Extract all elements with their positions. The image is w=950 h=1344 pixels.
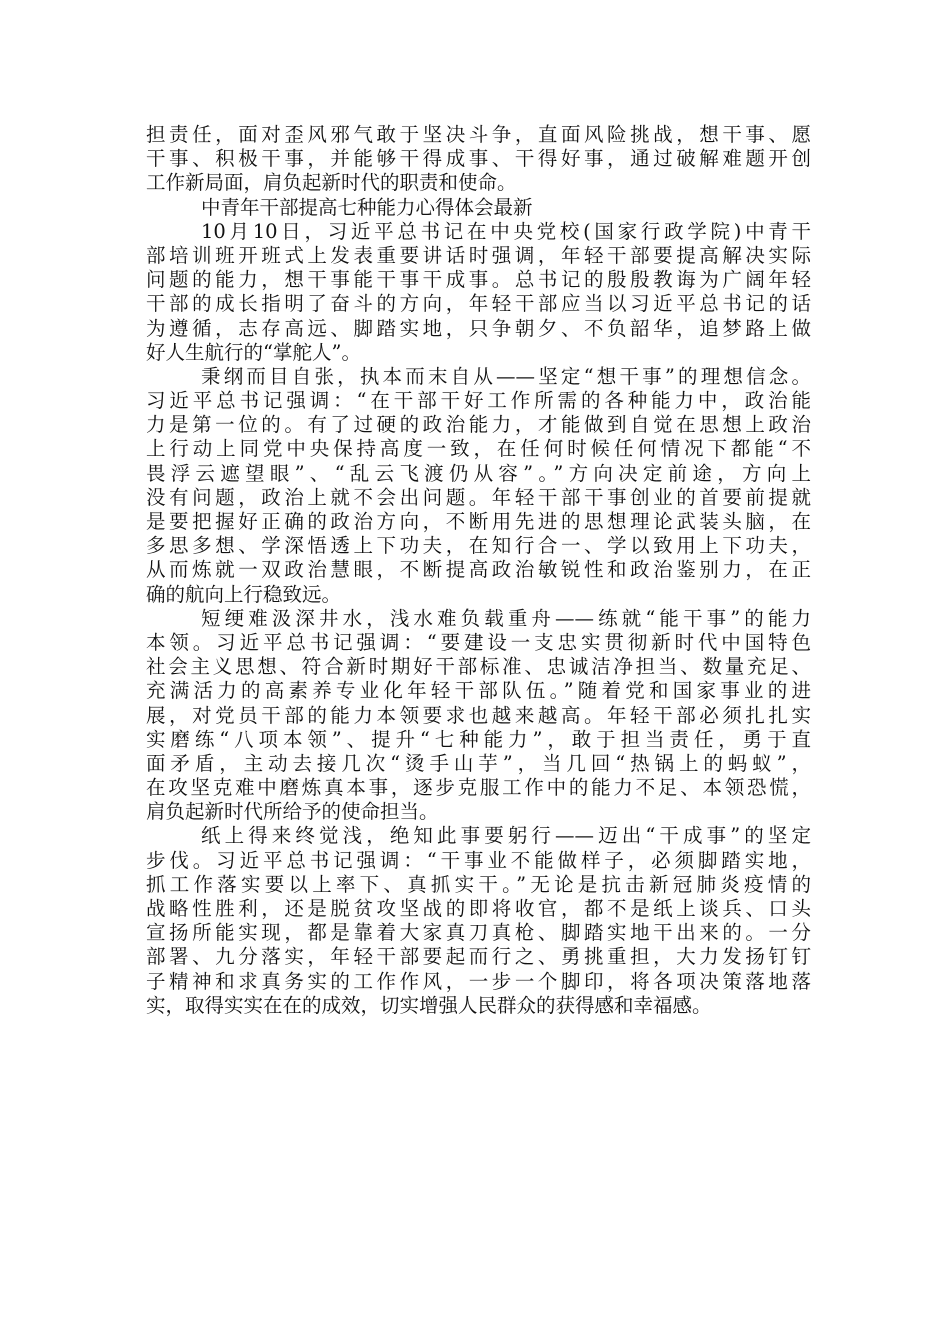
text-line: 步伐。习近平总书记强调：“干事业不能做样子，必须脚踏实地， [146, 848, 811, 872]
paragraph-first-line: 短绠难汲深井水，浅水难负载重舟——练就“能干事”的能力 [201, 606, 811, 630]
text-line: 担责任，面对歪风邪气敢于坚决斗争，直面风险挑战，想干事、愿 [146, 123, 811, 146]
text-line: 子精神和求真务实的工作作风，一步一个脚印，将各项决策落地落 [146, 969, 811, 993]
text-line: 实磨练“八项本领”、提升“七种能力”，敢于担当责任，勇于直 [146, 727, 811, 751]
text-line: 干事、积极干事，并能够干得成事、干得好事，通过破解难题开创 [146, 147, 811, 171]
document-body [146, 123, 811, 1018]
text-line: 部培训班开班式上发表重要讲话时强调，年轻干部要提高解决实际 [146, 243, 811, 267]
text-line: 干部的成长指明了奋斗的方向，年轻干部应当以习近平总书记的话 [146, 292, 811, 316]
text-line: 力是第一位的。有了过硬的政治能力，才能做到自觉在思想上政治 [146, 413, 811, 437]
text-line: 是要把握好正确的政治方向，不断用先进的思想理论武装头脑，在 [146, 510, 811, 533]
text-line: 部署、九分落实，年轻干部要起而行之、勇挑重担，大力发扬钉钉 [146, 945, 811, 969]
text-line: 确的航向上行稳致远。 [146, 582, 342, 606]
text-line: 习近平总书记强调：“在干部干好工作所需的各种能力中，政治能 [146, 389, 811, 413]
text-line: 社会主义思想、符合新时期好干部标准、忠诚洁净担当、数量充足、 [146, 655, 811, 679]
text-line: 好人生航行的“掌舵人”。 [146, 340, 361, 364]
text-line: 实，取得实实在在的成效，切实增强人民群众的获得感和幸福感。 [146, 993, 712, 1017]
text-line: 为遵循，志存高远、脚踏实地，只争朝夕、不负韶华，追梦路上做 [146, 316, 811, 340]
text-line: 面矛盾，主动去接几次“烫手山芋”，当几回“热锅上的蚂蚁”， [146, 751, 811, 775]
text-line: 抓工作落实要以上率下、真抓实干。”无论是抗击新冠肺炎疫情的 [146, 872, 811, 896]
text-line: 在攻坚克难中磨炼真本事，逐步克服工作中的能力不足、本领恐慌， [146, 776, 811, 800]
text-line: 本领。习近平总书记强调：“要建设一支忠实贯彻新时代中国特色 [146, 630, 811, 654]
paragraph-first-line: 10月10日，习近平总书记在中央党校(国家行政学院)中青干 [201, 219, 811, 243]
paragraph-first-line: 中青年干部提高七种能力心得体会最新 [201, 195, 533, 219]
text-line: 上行动上同党中央保持高度一致，在任何时候任何情况下都能“不 [146, 437, 811, 461]
paragraph-first-line: 纸上得来终觉浅，绝知此事要躬行——迈出“干成事”的坚定 [201, 824, 811, 848]
text-line: 问题的能力，想干事能干事干成事。总书记的殷殷教诲为广阔年轻 [146, 268, 811, 292]
text-line: 肩负起新时代所给予的使命担当。 [146, 800, 439, 824]
text-line: 畏浮云遮望眼”、“乱云飞渡仍从容”。”方向决定前途，方向上 [146, 461, 811, 485]
text-line: 宣扬所能实现，都是靠着大家真刀真枪、脚踏实地干出来的。一分 [146, 921, 811, 945]
text-line: 充满活力的高素养专业化年轻干部队伍。”随着党和国家事业的进 [146, 679, 811, 703]
text-line: 战略性胜利，还是脱贫攻坚战的即将收官，都不是纸上谈兵、口头 [146, 897, 811, 920]
text-line: 没有问题，政治上就不会出问题。年轻干部干事创业的首要前提就 [146, 485, 811, 509]
text-line: 多思多想、学深悟透上下功夫，在知行合一、学以致用上下功夫， [146, 534, 811, 558]
text-line: 工作新局面，肩负起新时代的职责和使命。 [146, 171, 517, 195]
paragraph-first-line: 秉纲而目自张，执本而末自从——坚定“想干事”的理想信念。 [201, 364, 811, 388]
text-line: 从而炼就一双政治慧眼，不断提高政治敏锐性和政治鉴别力，在正 [146, 558, 811, 582]
text-line: 展，对党员干部的能力本领要求也越来越高。年轻干部必须扎扎实 [146, 703, 811, 727]
